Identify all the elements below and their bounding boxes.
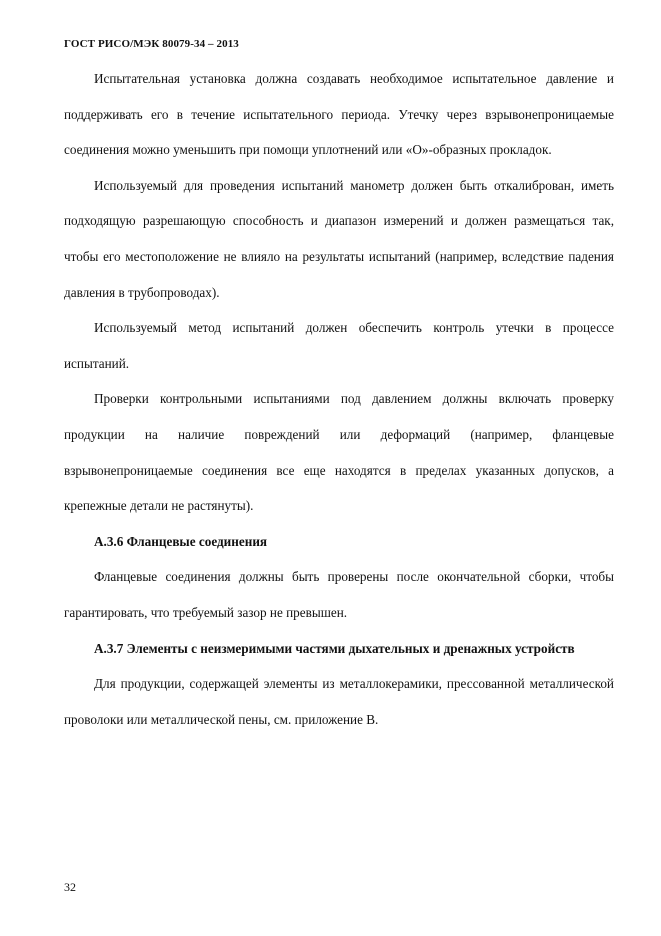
paragraph-flange-joints: Фланцевые соединения должны быть проверены после окончательной сборки, чтобы гарантировать, что требуемый зазор не превышен. bbox=[64, 569, 614, 620]
paragraph-test-method: Используемый метод испытаний должен обеспечить контроль утечки в процессе испытаний. bbox=[64, 320, 614, 371]
paragraph-sintered-elements: Для продукции, содержащей элементы из металлокерамики, прессованной металлической проволоки или металлической пены, см. приложение В. bbox=[64, 676, 614, 727]
paragraph-manometer: Используемый для проведения испытаний манометр должен быть откалиброван, иметь подходящую разрешающую способность и диапазон измерений и должен размещаться так, чтобы его местоположение не влияло на результаты испытаний (например, вследствие падения давления в трубопроводах). bbox=[64, 177, 614, 300]
section-heading-a36: А.3.6 Фланцевые соединения bbox=[94, 533, 268, 549]
document-header: ГОСТ РИСО/МЭК 80079-34 – 2013 bbox=[64, 38, 239, 50]
paragraph-pressure-checks: Проверки контрольными испытаниями под давлением должны включать проверку продукции на наличие повреждений или деформаций (например, фланцевые взрывонепроницаемые соединения все еще находятся в пределах указанных допусков, а крепежные детали не растянуты). bbox=[64, 391, 614, 514]
page-content bbox=[64, 61, 614, 737]
paragraph-test-setup: Испытательная установка должна создавать необходимое испытательное давление и поддерживать его в течение испытательного периода. Утечку через взрывонепроницаемые соединения можно уменьшить при помощи уплотнений или «О»-образных прокладок. bbox=[64, 71, 614, 158]
page-number: 32 bbox=[64, 880, 76, 894]
section-heading-a37: А.3.7 Элементы с неизмеримыми частями дыхательных и дренажных устройств bbox=[94, 640, 575, 656]
